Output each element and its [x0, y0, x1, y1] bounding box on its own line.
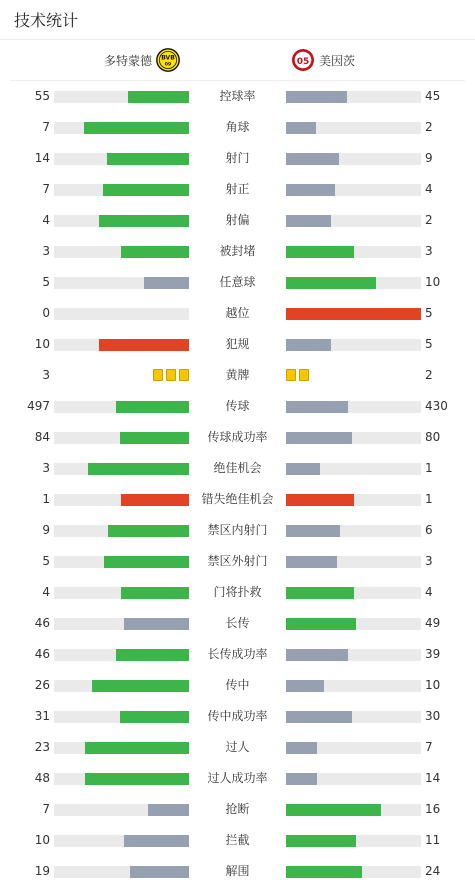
home-value: 7 — [42, 802, 50, 816]
away-bar — [286, 184, 335, 196]
stat-row — [0, 298, 475, 329]
stat-row — [0, 205, 475, 236]
home-bar — [121, 246, 189, 258]
stat-row — [0, 732, 475, 763]
away-bar — [286, 804, 381, 816]
home-value: 4 — [42, 213, 50, 227]
home-value: 31 — [34, 709, 50, 723]
stat-label: 抢断 — [225, 802, 250, 816]
away-value: 2 — [425, 120, 433, 134]
home-value: 4 — [42, 585, 50, 599]
away-bar-track — [286, 91, 421, 103]
home-value: 55 — [34, 89, 50, 103]
away-value: 1 — [425, 461, 433, 475]
home-bar — [99, 215, 189, 227]
away-bar — [286, 91, 347, 103]
home-bar-track — [54, 835, 189, 847]
away-bar — [286, 339, 331, 351]
home-bar-track — [54, 401, 189, 413]
yellow-card-icon — [166, 369, 176, 381]
stat-row — [0, 81, 475, 112]
away-bar-track — [286, 649, 421, 661]
yellow-card-icon — [179, 369, 189, 381]
home-value: 23 — [34, 740, 50, 754]
stat-row — [0, 484, 475, 515]
home-bar — [148, 804, 189, 816]
stat-row — [0, 391, 475, 422]
home-value: 19 — [34, 864, 50, 878]
away-bar-track — [286, 184, 421, 196]
stat-row — [0, 546, 475, 577]
stat-label: 传球成功率 — [207, 430, 268, 444]
home-bar-track — [54, 742, 189, 754]
away-value: 10 — [425, 678, 441, 692]
away-bar-track — [286, 463, 421, 475]
stats-list — [0, 81, 475, 887]
stat-row — [0, 577, 475, 608]
away-bar — [286, 401, 348, 413]
stat-label: 射门 — [225, 151, 250, 165]
home-bar — [121, 494, 189, 506]
away-value: 39 — [425, 647, 441, 661]
home-bar-track — [54, 339, 189, 351]
home-value: 7 — [42, 182, 50, 196]
home-value: 3 — [42, 244, 50, 258]
away-bar-track — [286, 618, 421, 630]
away-bar — [286, 587, 354, 599]
home-bar — [121, 587, 189, 599]
away-value: 10 — [425, 275, 441, 289]
away-value: 14 — [425, 771, 441, 785]
stat-label: 过人成功率 — [207, 771, 268, 785]
stat-label: 越位 — [225, 306, 250, 320]
home-bar — [116, 401, 189, 413]
yellow-card-icon — [153, 369, 163, 381]
away-bar-track — [286, 122, 421, 134]
teams-bar — [10, 40, 465, 81]
stat-label: 过人 — [225, 740, 250, 754]
away-bar-track — [286, 556, 421, 568]
stat-row — [0, 763, 475, 794]
home-value: 0 — [42, 306, 50, 320]
svg-text:09: 09 — [164, 62, 172, 68]
away-bar — [286, 122, 316, 134]
stat-label: 射正 — [225, 182, 250, 196]
stat-label: 角球 — [225, 120, 250, 134]
home-bar — [84, 122, 189, 134]
home-value: 1 — [42, 492, 50, 506]
stat-row — [0, 670, 475, 701]
stat-label: 任意球 — [219, 275, 256, 289]
home-bar — [88, 463, 189, 475]
away-bar — [286, 866, 362, 878]
home-value: 26 — [34, 678, 50, 692]
away-bar-track — [286, 773, 421, 785]
away-bar — [286, 308, 421, 320]
home-bar — [130, 866, 189, 878]
stat-row — [0, 422, 475, 453]
stat-label: 控球率 — [219, 89, 256, 103]
away-bar — [286, 525, 340, 537]
stat-label: 禁区外射门 — [207, 554, 268, 568]
away-bar-track — [286, 587, 421, 599]
bvb-crest-icon — [156, 48, 180, 72]
home-bar-track — [54, 866, 189, 878]
home-value: 46 — [34, 616, 50, 630]
away-bar — [286, 494, 354, 506]
away-value: 4 — [425, 182, 433, 196]
home-bar-track — [54, 308, 189, 320]
away-value: 7 — [425, 740, 433, 754]
stat-label: 绝佳机会 — [213, 461, 262, 475]
home-bar-track — [54, 432, 189, 444]
stat-label: 射偏 — [225, 213, 250, 227]
stat-label: 传中 — [225, 678, 250, 692]
away-value: 2 — [425, 368, 433, 382]
home-bar-track — [54, 680, 189, 692]
away-value: 9 — [425, 151, 433, 165]
home-bar-track — [54, 525, 189, 537]
home-bar — [92, 680, 189, 692]
away-bar-track — [286, 308, 421, 320]
stat-row — [0, 329, 475, 360]
away-bar — [286, 773, 317, 785]
stat-row — [0, 453, 475, 484]
away-value: 30 — [425, 709, 441, 723]
stat-label: 长传 — [225, 616, 250, 630]
away-value: 45 — [425, 89, 441, 103]
home-value: 84 — [34, 430, 50, 444]
away-bar — [286, 618, 356, 630]
away-bar — [286, 153, 339, 165]
home-bar — [85, 773, 189, 785]
away-value: 5 — [425, 306, 433, 320]
home-bar — [144, 277, 189, 289]
stat-label: 传中成功率 — [207, 709, 268, 723]
away-bar-track — [286, 401, 421, 413]
home-value: 5 — [42, 554, 50, 568]
away-bar-track — [286, 339, 421, 351]
away-value: 11 — [425, 833, 441, 847]
home-bar-track — [54, 587, 189, 599]
away-bar-track — [286, 246, 421, 258]
stat-row — [0, 112, 475, 143]
stat-label: 禁区内射门 — [207, 523, 268, 537]
stat-label: 门将扑救 — [213, 585, 262, 599]
home-value: 10 — [34, 337, 50, 351]
away-team-name: 美因茨 — [319, 53, 356, 68]
stat-row — [0, 360, 475, 391]
home-bar — [85, 742, 189, 754]
home-bar — [108, 525, 189, 537]
svg-text:BVB: BVB — [161, 54, 175, 62]
home-bar-track — [54, 556, 189, 568]
away-bar — [286, 742, 317, 754]
away-value: 6 — [425, 523, 433, 537]
away-bar — [286, 649, 348, 661]
home-value: 7 — [42, 120, 50, 134]
home-team[interactable] — [104, 48, 180, 72]
home-value: 10 — [34, 833, 50, 847]
home-value: 5 — [42, 275, 50, 289]
away-bar-track — [286, 153, 421, 165]
away-value: 2 — [425, 213, 433, 227]
mainz-crest-icon — [291, 48, 315, 72]
away-bar — [286, 556, 337, 568]
home-value: 14 — [34, 151, 50, 165]
stat-row — [0, 267, 475, 298]
away-bar-track — [286, 525, 421, 537]
svg-text:05: 05 — [296, 56, 310, 67]
stat-label: 传球 — [225, 399, 250, 413]
home-bar — [120, 711, 189, 723]
away-value: 3 — [425, 244, 433, 258]
home-value: 48 — [34, 771, 50, 785]
home-bar-track — [54, 711, 189, 723]
stat-label: 犯规 — [225, 337, 250, 351]
home-bar-track — [54, 277, 189, 289]
stat-label: 被封堵 — [219, 244, 256, 258]
away-bar-track — [286, 835, 421, 847]
away-value: 24 — [425, 864, 441, 878]
away-bar — [286, 463, 320, 475]
stat-row — [0, 236, 475, 267]
away-bar-track — [286, 742, 421, 754]
home-bar-track — [54, 773, 189, 785]
away-bar — [286, 711, 352, 723]
home-bar-track — [54, 246, 189, 258]
away-bar-track — [286, 432, 421, 444]
home-bar-track — [54, 494, 189, 506]
home-team-name: 多特蒙德 — [103, 53, 152, 68]
home-bar-track — [54, 122, 189, 134]
stat-row — [0, 701, 475, 732]
home-yellow-cards — [153, 369, 189, 382]
stat-row — [0, 856, 475, 887]
home-bar-track — [54, 649, 189, 661]
home-bar-track — [54, 184, 189, 196]
stat-label: 拦截 — [225, 833, 250, 847]
away-bar — [286, 680, 324, 692]
home-value: 46 — [34, 647, 50, 661]
stat-label: 长传成功率 — [207, 647, 268, 661]
home-bar — [103, 184, 189, 196]
home-bar — [120, 432, 189, 444]
stat-label: 黄牌 — [225, 368, 250, 382]
away-bar-track — [286, 866, 421, 878]
stat-row — [0, 515, 475, 546]
home-value: 3 — [42, 368, 50, 382]
away-value: 430 — [425, 399, 448, 413]
home-bar-track — [54, 618, 189, 630]
home-bar — [107, 153, 189, 165]
away-bar — [286, 215, 331, 227]
home-value: 497 — [27, 399, 50, 413]
away-bar-track — [286, 215, 421, 227]
stat-row — [0, 639, 475, 670]
away-value: 4 — [425, 585, 433, 599]
away-value: 3 — [425, 554, 433, 568]
home-bar-track — [54, 463, 189, 475]
away-value: 1 — [425, 492, 433, 506]
page-title: 技术统计 — [14, 11, 79, 30]
stat-row — [0, 825, 475, 856]
yellow-card-icon — [286, 369, 296, 381]
home-value: 9 — [42, 523, 50, 537]
stats-header — [0, 0, 475, 40]
home-bar-track — [54, 91, 189, 103]
stat-row — [0, 794, 475, 825]
home-bar-track — [54, 215, 189, 227]
home-bar — [124, 835, 189, 847]
stat-label: 解围 — [225, 864, 250, 878]
home-bar-track — [54, 804, 189, 816]
away-bar — [286, 277, 376, 289]
away-value: 49 — [425, 616, 441, 630]
stat-row — [0, 174, 475, 205]
away-bar-track — [286, 711, 421, 723]
home-value: 3 — [42, 461, 50, 475]
stat-row — [0, 143, 475, 174]
home-bar — [116, 649, 189, 661]
away-bar-track — [286, 680, 421, 692]
away-bar — [286, 246, 354, 258]
home-bar — [124, 618, 189, 630]
away-bar — [286, 432, 352, 444]
away-team[interactable] — [291, 48, 355, 72]
away-bar — [286, 835, 356, 847]
home-bar-track — [54, 153, 189, 165]
home-bar — [128, 91, 189, 103]
home-bar — [104, 556, 189, 568]
stat-label: 错失绝佳机会 — [201, 492, 274, 506]
away-yellow-cards — [286, 369, 309, 382]
away-bar-track — [286, 804, 421, 816]
away-value: 16 — [425, 802, 441, 816]
away-value: 5 — [425, 337, 433, 351]
away-value: 80 — [425, 430, 441, 444]
stat-row — [0, 608, 475, 639]
yellow-card-icon — [299, 369, 309, 381]
away-bar-track — [286, 277, 421, 289]
away-bar-track — [286, 494, 421, 506]
home-bar — [99, 339, 189, 351]
